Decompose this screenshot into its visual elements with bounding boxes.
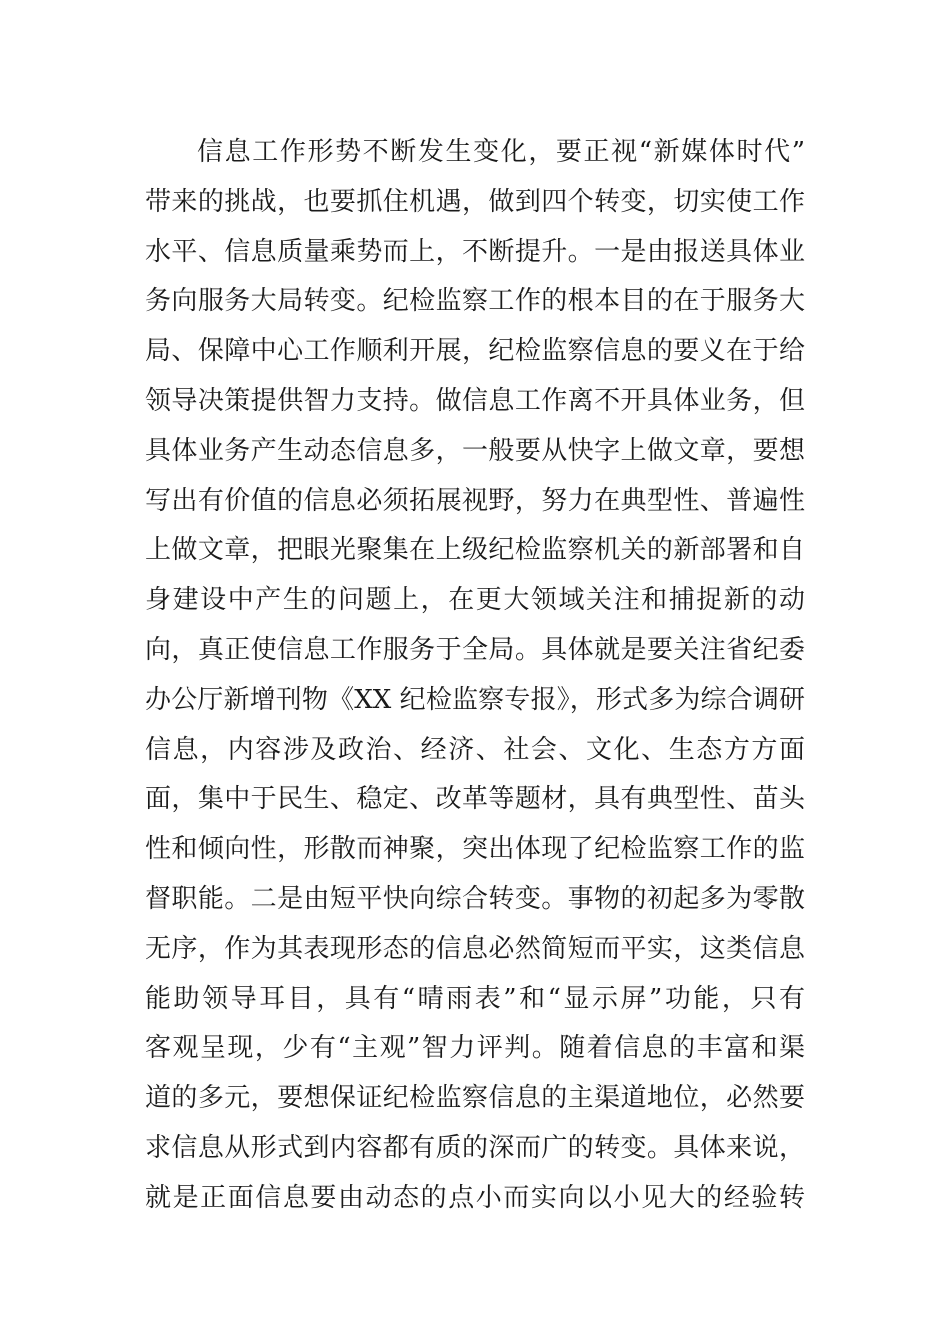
paragraph-line: 领导决策提供智力支持。做信息工作离不开具体业务，但 xyxy=(145,385,805,416)
paragraph-line: 身建设中产生的问题上，在更大领域关注和捕捉新的动 xyxy=(145,585,805,616)
paragraph-line: 办公厅新增刊物《XX 纪检监察专报》，形式多为综合调研 xyxy=(145,684,805,715)
paragraph-line: 无序，作为其表现形态的信息必然简短而平实，这类信息 xyxy=(145,933,805,964)
body-paragraph xyxy=(145,128,805,1224)
paragraph-line: 能助领导耳目，具有“晴雨表”和“显示屏”功能，只有 xyxy=(145,983,805,1014)
paragraph-line: 信息，内容涉及政治、经济、社会、文化、生态方方面 xyxy=(145,734,805,765)
paragraph-line: 局、保障中心工作顺利开展，纪检监察信息的要义在于给 xyxy=(145,336,805,367)
paragraph-line: 务向服务大局转变。纪检监察工作的根本目的在于服务大 xyxy=(145,286,805,317)
paragraph-line: 具体业务产生动态信息多，一般要从快字上做文章，要想 xyxy=(145,435,805,466)
paragraph-line: 信息工作形势不断发生变化，要正视“新媒体时代” xyxy=(197,137,805,167)
paragraph-line: 求信息从形式到内容都有质的深而广的转变。具体来说， xyxy=(145,1132,805,1163)
paragraph-line: 督职能。二是由短平快向综合转变。事物的初起多为零散 xyxy=(145,883,805,914)
paragraph-line: 面，集中于民生、稳定、改革等题材，具有典型性、苗头 xyxy=(145,784,805,815)
paragraph-line: 客观呈现，少有“主观”智力评判。随着信息的丰富和渠 xyxy=(145,1033,805,1064)
paragraph-line: 写出有价值的信息必须拓展视野，努力在典型性、普遍性 xyxy=(145,485,805,516)
paragraph-line: 就是正面信息要由动态的点小而实向以小见大的经验转 xyxy=(145,1182,805,1213)
paragraph-line: 上做文章，把眼光聚集在上级纪检监察机关的新部署和自 xyxy=(145,535,805,566)
paragraph-line: 向，真正使信息工作服务于全局。具体就是要关注省纪委 xyxy=(145,634,805,665)
paragraph-line: 性和倾向性，形散而神聚，突出体现了纪检监察工作的监 xyxy=(145,834,805,865)
paragraph-line: 带来的挑战，也要抓住机遇，做到四个转变，切实使工作 xyxy=(145,186,805,217)
paragraph-line: 水平、信息质量乘势而上，不断提升。一是由报送具体业 xyxy=(145,236,805,267)
paragraph-line: 道的多元，要想保证纪检监察信息的主渠道地位，必然要 xyxy=(145,1083,805,1114)
